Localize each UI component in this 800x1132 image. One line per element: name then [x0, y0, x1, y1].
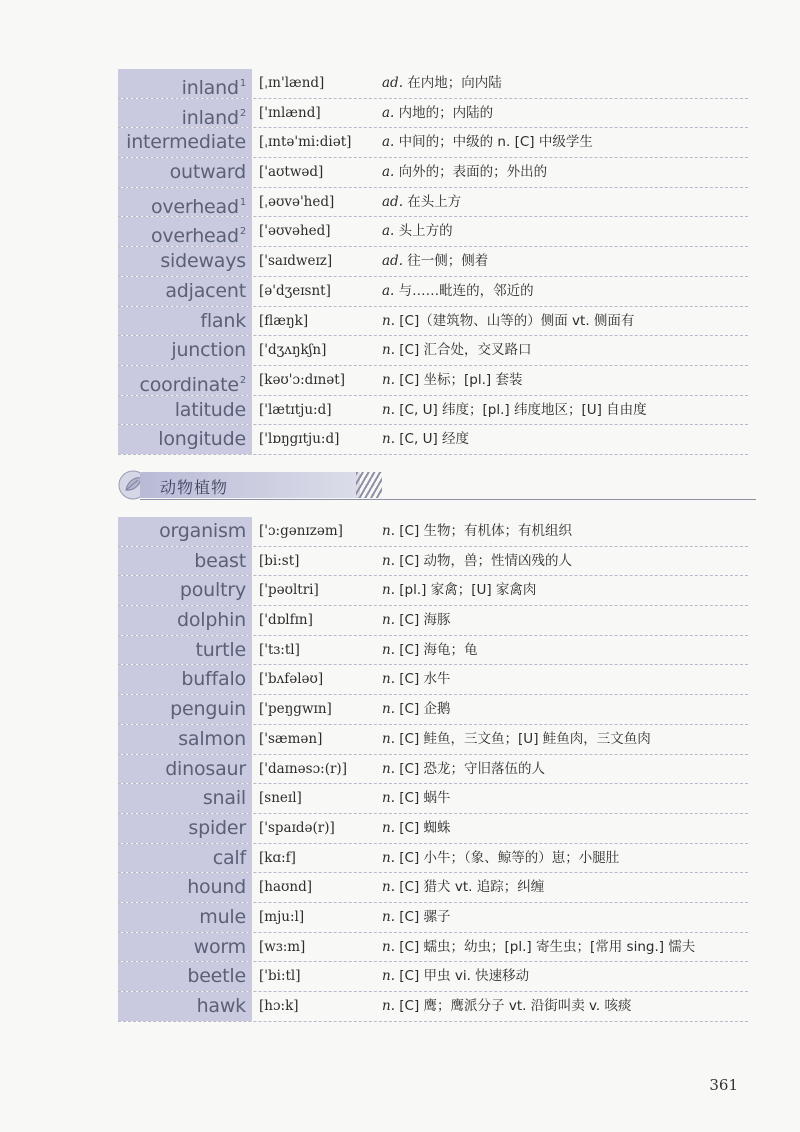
phonetic: ['bʌfələʊ]: [259, 671, 324, 688]
headword-text: overhead: [150, 225, 239, 248]
homograph-number: 2: [239, 226, 246, 238]
headword-text: organism: [159, 520, 246, 542]
headword-text: mule: [199, 905, 246, 928]
definition-text: [C] 汇合处，交叉路口: [395, 342, 532, 359]
definition-text: [C] 恐龙；守旧落伍的人: [395, 760, 546, 777]
vocab-row: [118, 307, 748, 337]
vocab-row: [118, 665, 748, 695]
vocab-row: [118, 69, 748, 99]
part-of-speech: n.: [382, 612, 395, 629]
headword-text: beetle: [187, 965, 246, 988]
definition-text: 与……毗连的，邻近的: [394, 282, 534, 299]
definition: [382, 665, 748, 694]
headword: [118, 128, 252, 157]
vocab-row: [118, 517, 748, 547]
headword: [118, 99, 252, 128]
phonetic: [ˌɪntə'mi:diət]: [259, 134, 352, 151]
definition-text: [C] 小牛；（象、鲸等的）崽；小腿肚: [395, 849, 620, 866]
headword-text: dolphin: [177, 609, 246, 632]
phonetic: [mju:l]: [259, 908, 305, 925]
phonetic: [bi:st]: [259, 552, 300, 569]
phonetic: ['ɔ:gənɪzəm]: [259, 523, 343, 539]
phonetic: ['saɪdweɪz]: [259, 253, 333, 270]
phonetic: [ˌɪn'lænd]: [259, 75, 325, 91]
headword-text: hawk: [196, 995, 246, 1017]
headword-text: spider: [188, 816, 246, 839]
headword: [118, 396, 252, 425]
part-of-speech: n.: [382, 401, 395, 418]
definition: [382, 725, 748, 754]
vocab-row: [118, 547, 748, 577]
headword: [118, 69, 252, 98]
vocab-row: [118, 992, 748, 1022]
headword: [118, 366, 252, 395]
definition-text: [C] 蜗牛: [395, 790, 451, 807]
headword: [118, 606, 252, 635]
vocab-row: [118, 933, 748, 963]
phonetic: [wɜ:m]: [259, 938, 306, 955]
headword: [118, 814, 252, 843]
definition-text: [C] 甲虫 vi. 快速移动: [395, 968, 530, 985]
definition: [382, 247, 748, 276]
definition: [382, 695, 748, 724]
part-of-speech: a.: [382, 223, 395, 240]
definition: [382, 992, 748, 1021]
headword: [118, 277, 252, 306]
vocab-row: [118, 99, 748, 129]
vocab-row: [118, 336, 748, 366]
homograph-number: 1: [239, 78, 246, 89]
part-of-speech: n.: [382, 879, 395, 896]
definition: [382, 636, 748, 665]
definition-text: [C] 坐标；[pl.] 套装: [395, 371, 523, 388]
headword-text: overhead: [150, 195, 239, 218]
headword-text: turtle: [195, 638, 246, 661]
vocab-row: [118, 873, 748, 903]
vocab-row: [118, 425, 748, 455]
definition: [382, 873, 748, 902]
definition: [382, 307, 748, 336]
definition-text: 头上方的: [394, 223, 453, 240]
headword: [118, 784, 252, 813]
part-of-speech: n.: [382, 523, 395, 539]
definition: [382, 69, 748, 98]
definition-text: [C] 蜘蛛: [395, 819, 451, 836]
definition-text: [C, U] 经度: [395, 431, 470, 448]
phonetic: ['pəʊltri]: [259, 582, 319, 599]
headword-text: inland: [181, 77, 239, 99]
phonetic: ['spaɪdə(r)]: [259, 819, 335, 836]
headword: [118, 217, 252, 246]
phonetic: ['aʊtwəd]: [259, 164, 324, 181]
phonetic: ['əʊvəhed]: [259, 223, 331, 240]
headword: [118, 903, 252, 932]
part-of-speech: n.: [382, 908, 395, 925]
vocab-row: [118, 695, 748, 725]
phonetic: ['lɒŋgɪtju:d]: [259, 431, 340, 448]
headword-text: hound: [187, 876, 246, 899]
definition: [382, 158, 748, 187]
vocab-row: [118, 903, 748, 933]
headword: [118, 158, 252, 187]
part-of-speech: n.: [382, 641, 395, 658]
vocab-row: [118, 725, 748, 755]
headword-text: longitude: [158, 428, 246, 451]
part-of-speech: ad.: [382, 75, 403, 91]
part-of-speech: n.: [382, 730, 395, 747]
headword: [118, 844, 252, 873]
vocab-row: [118, 606, 748, 636]
headword: [118, 933, 252, 962]
part-of-speech: n.: [382, 431, 395, 448]
part-of-speech: n.: [382, 582, 395, 599]
phonetic: ['bi:tl]: [259, 968, 301, 985]
headword-text: beast: [194, 549, 246, 572]
definition-text: 中间的；中级的 n. [C] 中级学生: [394, 134, 593, 151]
headword-text: junction: [171, 339, 246, 362]
headword: [118, 755, 252, 784]
definition-text: [C] 鹰；鹰派分子 vt. 沿街叫卖 v. 咳痰: [395, 998, 632, 1014]
definition: [382, 99, 748, 128]
part-of-speech: ad.: [382, 253, 403, 270]
section-underline: [140, 499, 756, 500]
vocab-row: [118, 814, 748, 844]
headword: [118, 873, 252, 902]
homograph-number: 2: [239, 374, 246, 386]
homograph-number: 2: [239, 107, 246, 119]
part-of-speech: n.: [382, 342, 395, 359]
phonetic: ['dʒʌŋkʃn]: [259, 342, 327, 359]
vocab-row: [118, 755, 748, 785]
vocab-row: [118, 188, 748, 218]
definition: [382, 547, 748, 576]
headword: [118, 665, 252, 694]
part-of-speech: a.: [382, 104, 395, 121]
part-of-speech: n.: [382, 998, 395, 1014]
vocab-row: [118, 962, 748, 992]
vocab-row: [118, 247, 748, 277]
vocab-row: [118, 128, 748, 158]
vocab-row: [118, 366, 748, 396]
definition: [382, 784, 748, 813]
definition-text: 在内地；向内陆: [402, 75, 502, 91]
definition: [382, 425, 748, 454]
headword-text: snail: [202, 787, 246, 810]
headword-text: dinosaur: [165, 757, 246, 780]
part-of-speech: n.: [382, 938, 395, 955]
headword-text: buffalo: [181, 668, 246, 691]
part-of-speech: n.: [382, 312, 395, 329]
headword: [118, 307, 252, 336]
definition: [382, 277, 748, 306]
definition-text: [pl.] 家禽；[U] 家禽肉: [395, 582, 537, 599]
part-of-speech: n.: [382, 371, 395, 388]
phonetic: [kɑ:f]: [259, 849, 296, 866]
definition-text: [C] 水牛: [395, 671, 451, 688]
part-of-speech: n.: [382, 671, 395, 688]
section-title: 动物植物: [160, 478, 229, 497]
definition: [382, 576, 748, 605]
definition-text: [C]（建筑物、山等的）侧面 vt. 侧面有: [395, 312, 635, 329]
vocab-row: [118, 844, 748, 874]
definition: [382, 396, 748, 425]
part-of-speech: n.: [382, 790, 395, 807]
page-number: 361: [709, 1076, 738, 1094]
headword: [118, 725, 252, 754]
definition-text: [C] 企鹅: [395, 701, 451, 718]
definition: [382, 814, 748, 843]
headword: [118, 636, 252, 665]
part-of-speech: n.: [382, 552, 395, 569]
definition: [382, 336, 748, 365]
phonetic: ['tɜ:tl]: [259, 641, 300, 658]
headword-text: penguin: [170, 698, 246, 721]
headword: [118, 425, 252, 454]
headword: [118, 247, 252, 276]
definition: [382, 128, 748, 157]
phonetic: [haʊnd]: [259, 879, 312, 896]
phonetic: [sneɪl]: [259, 790, 302, 807]
part-of-speech: n.: [382, 760, 395, 777]
definition: [382, 606, 748, 635]
definition-text: [C] 骡子: [395, 908, 451, 925]
definition: [382, 903, 748, 932]
definition-text: 往一侧；侧着: [402, 253, 489, 270]
headword: [118, 517, 252, 546]
headword: [118, 576, 252, 605]
part-of-speech: n.: [382, 819, 395, 836]
definition: [382, 517, 748, 546]
phonetic: ['sæmən]: [259, 730, 323, 747]
vocab-table-animals: [118, 517, 748, 1022]
part-of-speech: a.: [382, 134, 395, 151]
section-header: [116, 468, 756, 502]
definition: [382, 366, 748, 395]
phonetic: ['dɒlfɪn]: [259, 612, 313, 629]
phonetic: ['daɪnəsɔ:(r)]: [259, 760, 347, 777]
definition-text: 向外的；表面的；外出的: [394, 164, 548, 181]
headword-text: flank: [200, 309, 246, 332]
phonetic: ['ɪnlænd]: [259, 104, 321, 121]
definition-text: [C] 鲑鱼，三文鱼；[U] 鲑鱼肉，三文鱼肉: [395, 730, 651, 747]
vocab-row: [118, 576, 748, 606]
headword-text: intermediate: [126, 131, 246, 154]
definition: [382, 962, 748, 991]
part-of-speech: n.: [382, 968, 395, 985]
definition-text: [C, U] 纬度；[pl.] 纬度地区；[U] 自由度: [395, 401, 647, 418]
phonetic: [kəʊ'ɔ:dɪnət]: [259, 371, 345, 388]
homograph-number: 1: [239, 196, 246, 208]
part-of-speech: n.: [382, 849, 395, 866]
vocab-table-location: [118, 69, 748, 455]
part-of-speech: a.: [382, 282, 395, 299]
definition-text: [C] 海龟；龟: [395, 641, 478, 658]
phonetic: [ˌəʊvə'hed]: [259, 193, 335, 210]
headword: [118, 188, 252, 217]
phonetic: ['peŋgwɪn]: [259, 701, 332, 718]
definition-text: 在头上方: [402, 193, 462, 210]
headword-text: sideways: [160, 250, 246, 273]
hatch-decoration: [356, 472, 382, 498]
definition: [382, 188, 748, 217]
vocab-row: [118, 396, 748, 426]
phonetic: [ə'dʒeɪsnt]: [259, 282, 331, 299]
headword: [118, 962, 252, 991]
phonetic: ['lætɪtju:d]: [259, 401, 332, 418]
headword-text: inland: [181, 106, 239, 129]
headword-text: calf: [212, 846, 246, 869]
definition: [382, 755, 748, 784]
definition-text: [C] 生物；有机体；有机组织: [395, 523, 573, 539]
vocab-row: [118, 158, 748, 188]
vocab-row: [118, 636, 748, 666]
definition: [382, 217, 748, 246]
headword: [118, 695, 252, 724]
headword: [118, 547, 252, 576]
headword: [118, 336, 252, 365]
definition-text: [C] 猎犬 vt. 追踪；纠缠: [395, 879, 545, 896]
phonetic: [flæŋk]: [259, 312, 309, 329]
definition-text: [C] 海豚: [395, 612, 451, 629]
headword-text: outward: [169, 161, 246, 184]
definition-text: 内地的；内陆的: [394, 104, 494, 121]
headword: [118, 992, 252, 1021]
phonetic: [hɔ:k]: [259, 998, 299, 1014]
definition-text: [C] 蠕虫；幼虫；[pl.] 寄生虫；[常用 sing.] 懦夫: [395, 938, 696, 955]
part-of-speech: a.: [382, 164, 395, 181]
headword-text: latitude: [174, 398, 246, 421]
definition-text: [C] 动物，兽；性情凶残的人: [395, 552, 573, 569]
headword-text: adjacent: [165, 279, 246, 302]
headword-text: worm: [193, 935, 246, 958]
part-of-speech: n.: [382, 701, 395, 718]
definition: [382, 933, 748, 962]
headword-text: salmon: [178, 727, 246, 750]
vocab-row: [118, 217, 748, 247]
headword-text: coordinate: [139, 373, 239, 396]
definition: [382, 844, 748, 873]
vocab-row: [118, 784, 748, 814]
vocab-row: [118, 277, 748, 307]
headword-text: poultry: [179, 579, 246, 602]
part-of-speech: ad.: [382, 193, 403, 210]
